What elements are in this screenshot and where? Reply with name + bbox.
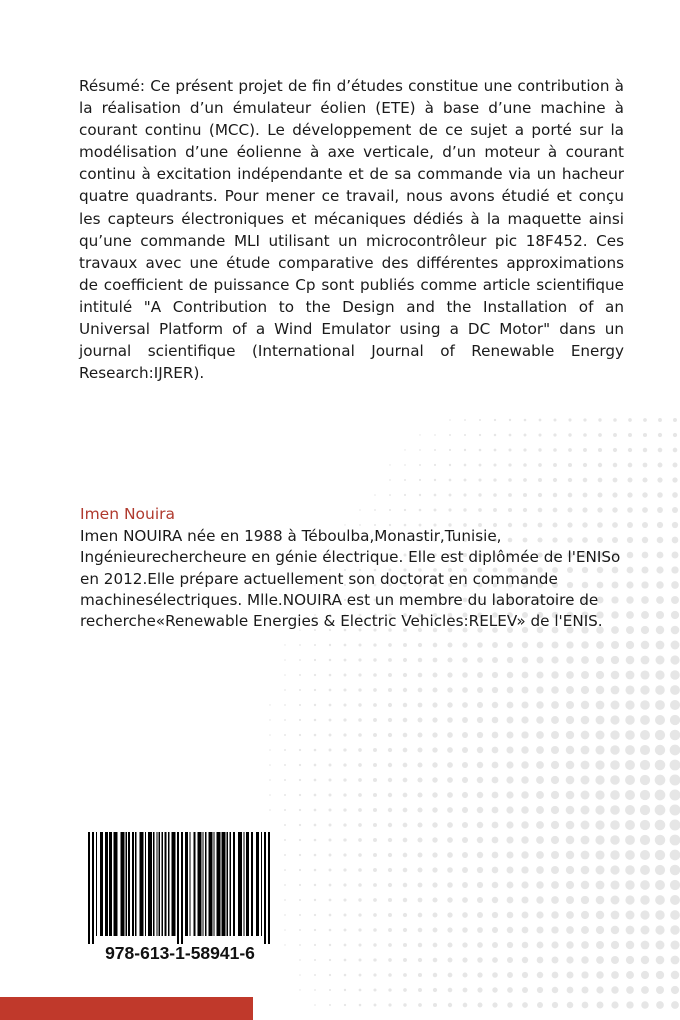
author-bio: Imen NOUIRA née en 1988 à Téboulba,Monastir,Tunisie, Ingénieurechercheure en génie électrique. Elle est diplômée de l'ENISo en 2012.Elle prépare actuellement son doctorat en commande machinesélectriques. Mlle.NOUIRA est un membre du laboratoire de recherche«Renewable Energies & Electric Vehicles:RELEV» de l'ENIS. (80, 527, 621, 631)
barcode-area (80, 820, 280, 975)
abstract-text: Résumé: Ce présent projet de fin d’études constitue une contribution à la réalisation d’un émulateur éolien (ETE) à base d’une machine à courant continu (MCC). Le développement de ce sujet a porté sur la modélisation d’une éolienne à axe verticale, d’un moteur à courant continu à excitation indépendante et de sa commande via un hacheur quatre quadrants. Pour mener ce travail, nous avons étudié et conçu les capteurs électroniques et mécaniques dédiés à la maquette ainsi qu’une commande MLI utilisant un microcontrôleur pic 18F452. Ces travaux avec une étude comparative des différentes approximations de coefficient de puissance Cp sont publiés comme article scientifique intitulé "A Contribution to the Design and the Installation of an Universal Platform of a Wind Emulator using a DC Motor" dans un journal scientifique (International Journal of Renewable Energy Research:IJRER). (79, 77, 624, 383)
barcode-icon (88, 832, 272, 944)
bottom-accent-bar (0, 997, 253, 1020)
author-name: Imen Nouira (80, 505, 176, 523)
isbn-number: 978-613-1-58941-6 (105, 943, 255, 963)
